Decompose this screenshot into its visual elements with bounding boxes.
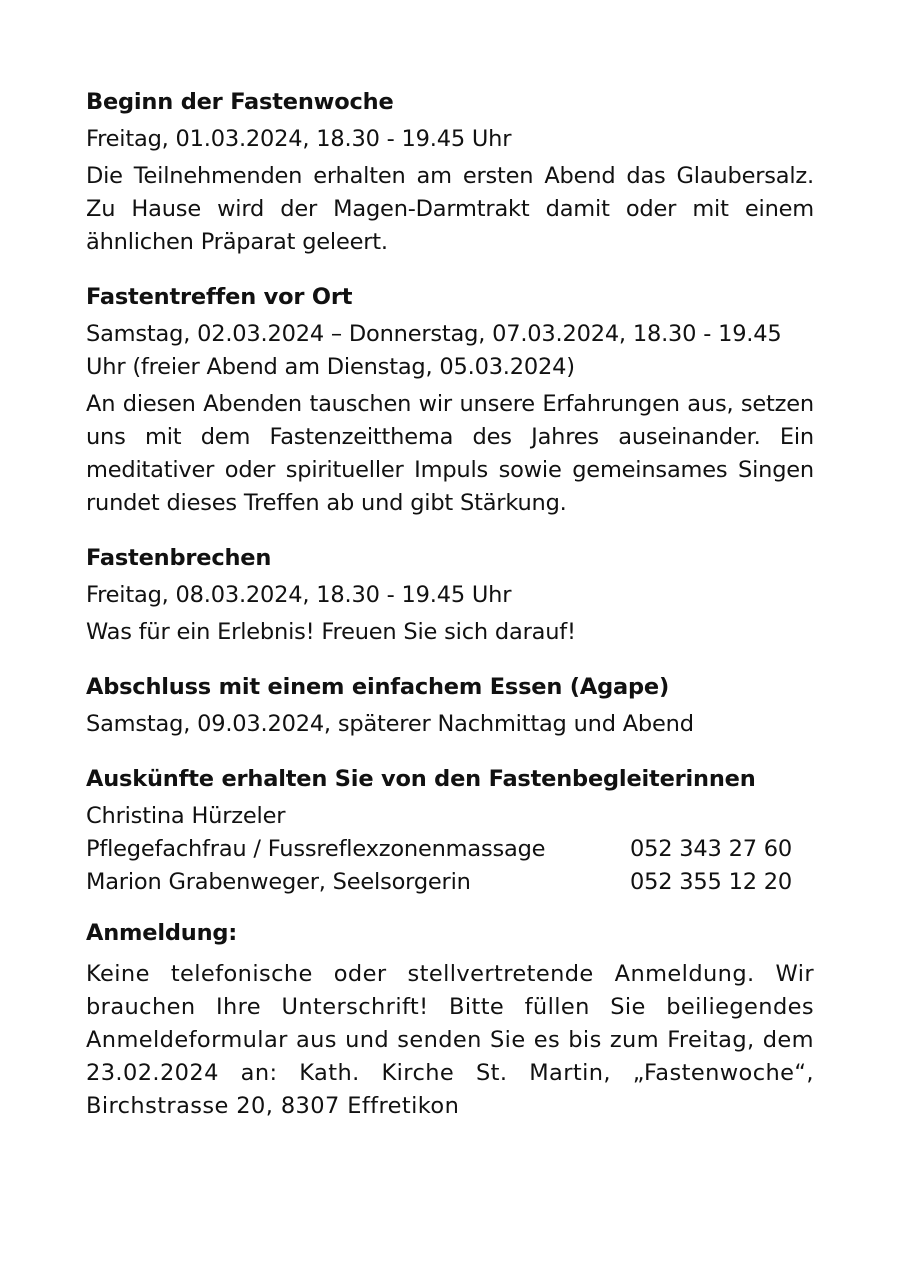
date-line: Samstag, 02.03.2024 – Donnerstag, 07.03.2024, 18.30 - 19.45	[86, 321, 782, 347]
contact-phone: 052 343 27 60	[630, 836, 793, 862]
contact-row	[86, 833, 814, 866]
section-paragraph: Die Teilnehmenden erhalten am ersten Abend das Glaubersalz. Zu Hause wird der Magen-Darmtrakt damit oder mit einem ähnlichen Präparat geleert.	[86, 163, 814, 255]
section-beginn	[86, 86, 814, 259]
date-line: Freitag, 01.03.2024, 18.30 - 19.45 Uhr	[86, 126, 512, 152]
registration-heading: Anmeldung:	[86, 920, 238, 946]
section-paragraph: An diesen Abenden tauschen wir unsere Erfahrungen aus, setzen uns mit dem Fastenzeitthema des Jahres auseinander. Ein meditativer oder spiritueller Impuls sowie gemeinsames Singen rundet dieses Treffen ab und gibt Stärkung.	[86, 391, 814, 516]
document-page	[86, 86, 814, 1123]
section-paragraph: Was für ein Erlebnis! Freuen Sie sich darauf!	[86, 619, 576, 645]
section-fastentreffen	[86, 281, 814, 520]
contact-label: Pflegefachfrau / Fussreflexzonenmassage	[86, 836, 546, 862]
contact-phone: 052 355 12 20	[630, 869, 793, 895]
date-line: Samstag, 09.03.2024, späterer Nachmittag und Abend	[86, 711, 694, 737]
section-heading: Fastenbrechen	[86, 545, 272, 571]
section-contacts	[86, 763, 814, 899]
registration-paragraph: Keine telefonische oder stellvertretende Anmeldung. Wir brauchen Ihre Unterschrift! Bitte füllen Sie beiliegendes Anmeldeformular aus und senden Sie es bis zum Freitag, dem 23.02.2024 an: Kath. Kirche St. Martin, „Fastenwoche“, Birchstrasse 20, 8307 Effretikon	[86, 961, 814, 1119]
contact-row	[86, 866, 814, 899]
section-heading: Abschluss mit einem einfachem Essen (Agape)	[86, 674, 670, 700]
section-abschluss	[86, 671, 814, 741]
contact-label: Marion Grabenweger, Seelsorgerin	[86, 869, 471, 895]
contact-name: Christina Hürzeler	[86, 803, 286, 829]
section-heading: Beginn der Fastenwoche	[86, 89, 394, 115]
section-heading: Fastentreffen vor Ort	[86, 284, 353, 310]
contacts-heading: Auskünfte erhalten Sie von den Fastenbegleiterinnen	[86, 766, 756, 792]
section-fastenbrechen	[86, 542, 814, 649]
date-line: Freitag, 08.03.2024, 18.30 - 19.45 Uhr	[86, 582, 512, 608]
section-registration	[86, 917, 814, 1123]
date-line: Uhr (freier Abend am Dienstag, 05.03.2024)	[86, 354, 575, 380]
